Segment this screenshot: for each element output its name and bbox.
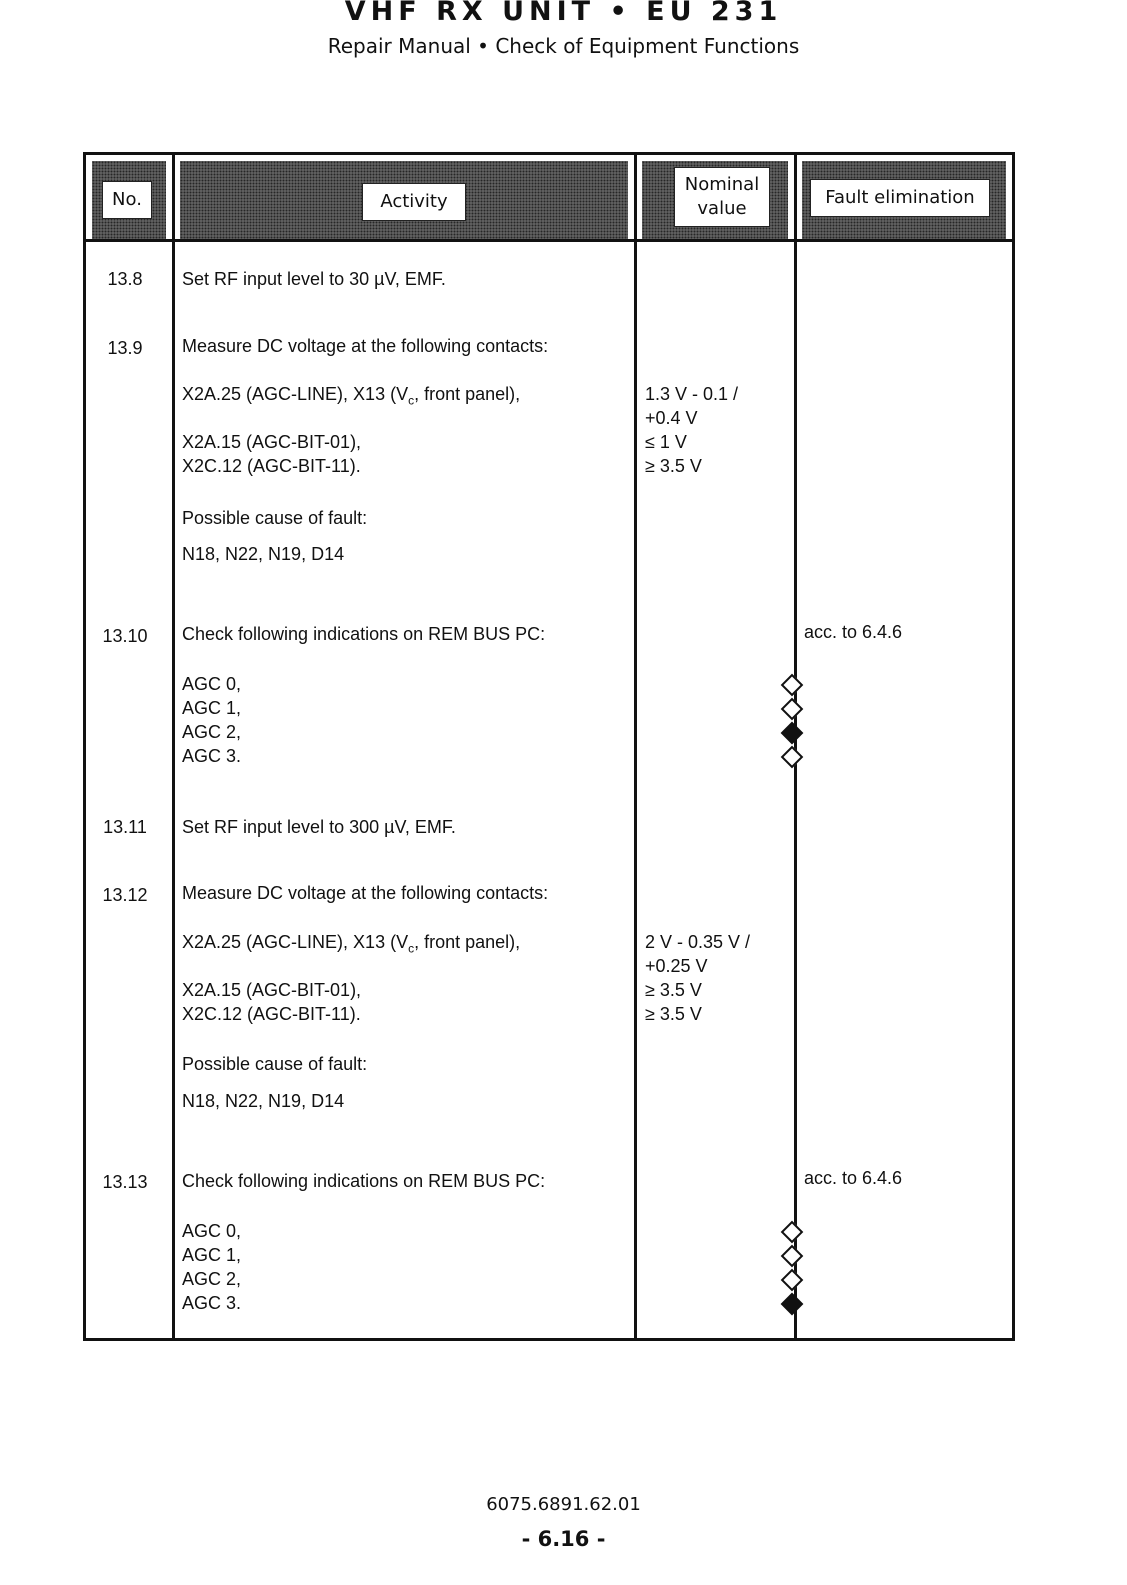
column-divider — [172, 155, 175, 1338]
cause-label: Possible cause of fault: — [182, 1054, 368, 1074]
step-number: 13.13 — [102, 1172, 148, 1192]
header-cell-nominal — [642, 161, 788, 239]
indication-item: AGC 2, — [182, 1269, 242, 1289]
contact-line: X2A.25 (AGC-LINE), X13 ($V_c$, front panel), — [182, 384, 521, 408]
column-header-no: No. — [102, 181, 152, 219]
indication-item: AGC 3. — [182, 1293, 242, 1313]
column-header-activity: Activity — [362, 183, 466, 221]
nominal-value: ≥ 3.5 V — [645, 1004, 702, 1024]
header-cell-fault — [802, 161, 1006, 239]
indication-item: AGC 0, — [182, 1221, 242, 1241]
step-number: 13.8 — [107, 269, 143, 289]
indication-item: AGC 1, — [182, 698, 242, 718]
step-activity: Measure DC voltage at the following contacts: — [182, 336, 549, 356]
step-activity: Set RF input level to 30 µV, EMF. — [182, 269, 446, 289]
cause-components: N18, N22, N19, D14 — [182, 544, 345, 564]
indication-item: AGC 0, — [182, 674, 242, 694]
nominal-value: +0.25 V — [645, 956, 708, 976]
contact-line: X2C.12 (AGC-BIT-11). — [182, 1004, 361, 1024]
indicator-diamond-icon — [781, 746, 804, 769]
indication-item: AGC 1, — [182, 1245, 242, 1265]
step-number: 13.9 — [107, 338, 143, 358]
step-activity: Check following indications on REM BUS PC: — [182, 624, 546, 644]
indicator-diamond-icon — [781, 1245, 804, 1268]
header-divider — [86, 239, 1012, 242]
header-cell-no — [92, 161, 166, 239]
nominal-value: ≥ 3.5 V — [645, 980, 702, 1000]
document-title: VHF RX UNIT • EU 231 — [344, 0, 783, 27]
column-header-nominal-line1: Nominal — [684, 174, 760, 195]
contact-line: X2A.25 (AGC-LINE), X13 ($V_c$, front panel), — [182, 932, 521, 956]
header-cell-activity — [180, 161, 628, 239]
indicator-diamond-icon — [781, 698, 804, 721]
nominal-value: 2 V - 0.35 V / — [645, 932, 751, 952]
contact-line: X2A.15 (AGC-BIT-01), — [182, 980, 362, 1000]
cause-label: Possible cause of fault: — [182, 508, 368, 528]
indicator-diamond-icon — [781, 1269, 804, 1292]
indicator-diamond-icon — [781, 674, 804, 697]
document-number: 6075.6891.62.01 — [486, 1494, 641, 1515]
column-header-fault: Fault elimination — [810, 179, 990, 217]
column-header-nominal-line2: value — [697, 198, 747, 219]
column-divider — [634, 155, 637, 1338]
indicator-diamond-icon — [781, 722, 804, 745]
procedure-table — [83, 152, 1015, 1341]
step-activity: Set RF input level to 300 µV, EMF. — [182, 817, 456, 837]
contact-line: X2C.12 (AGC-BIT-11). — [182, 456, 361, 476]
indicator-diamond-icon — [781, 1221, 804, 1244]
column-divider — [794, 155, 797, 1338]
nominal-value: +0.4 V — [645, 408, 698, 428]
column-header-nominal — [674, 167, 770, 227]
indication-item: AGC 3. — [182, 746, 242, 766]
indicator-diamond-icon — [781, 1293, 804, 1316]
nominal-value: 1.3 V - 0.1 / — [645, 384, 739, 404]
step-activity: Measure DC voltage at the following contacts: — [182, 883, 549, 903]
contact-line: X2A.15 (AGC-BIT-01), — [182, 432, 362, 452]
page-number: - 6.16 - — [521, 1527, 606, 1551]
nominal-value: ≤ 1 V — [645, 432, 687, 452]
step-number: 13.12 — [102, 885, 148, 905]
step-number: 13.11 — [103, 817, 147, 837]
step-activity: Check following indications on REM BUS PC: — [182, 1171, 546, 1191]
document-subtitle: Repair Manual • Check of Equipment Functions — [327, 34, 800, 58]
fault-reference: acc. to 6.4.6 — [804, 622, 903, 642]
indication-item: AGC 2, — [182, 722, 242, 742]
fault-reference: acc. to 6.4.6 — [804, 1168, 903, 1188]
nominal-value: ≥ 3.5 V — [645, 456, 702, 476]
cause-components: N18, N22, N19, D14 — [182, 1091, 345, 1111]
step-number: 13.10 — [102, 626, 148, 646]
